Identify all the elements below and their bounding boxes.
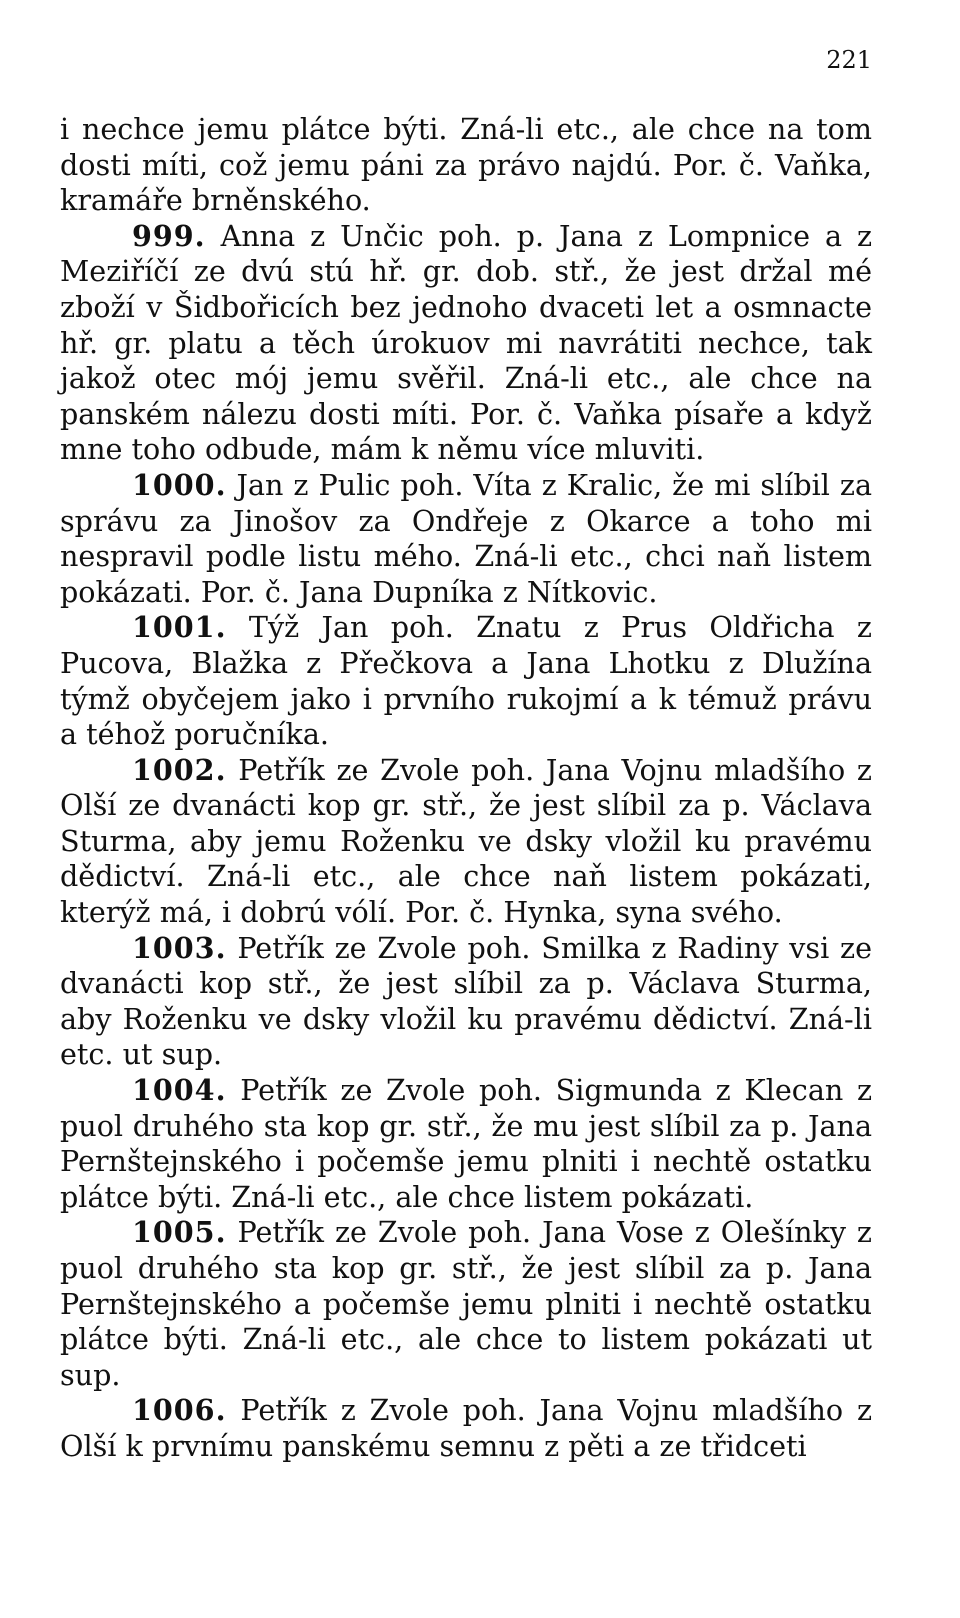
book-page	[60, 40, 872, 1600]
entry-number: 1002.	[132, 752, 227, 787]
entry-number: 1000.	[132, 467, 227, 502]
entry-text: Petřík ze Zvole poh. Jana Vose z Olešínky z puol druhého sta kop gr. stř., že jest slíbil za p. Jana Pernštejnského a počemše jemu plniti i nechtě ostatku plátce býti. Zná-li etc., ale chce to listem pokázati ut sup.	[60, 1215, 872, 1392]
entry-text: Týž Jan poh. Znatu z Prus Oldřicha z Pucova, Blažka z Přečkova a Jana Lhotku z Dlužína týmž obyčejem jako i prvního rukojmí a k témuž právu a téhož poručníka.	[60, 610, 872, 752]
entry-number: 999.	[132, 218, 206, 253]
entry-text: Petřík z Zvole poh. Jana Vojnu mladšího z Olší k prvnímu panskému semnu z pěti a ze třidceti	[60, 1393, 873, 1463]
paragraph-continuation	[60, 112, 872, 219]
entry-1001	[60, 610, 872, 752]
entry-text: Jan z Pulic poh. Víta z Kralic, že mi slíbil za správu za Jinošov za Ondřeje z Okarce a toho mi nespravil podle listu mého. Zná-li etc., chci naň listem pokázati. Por. č. Jana Dupníka z Nítkovic.	[60, 467, 872, 609]
entry-1002	[60, 753, 872, 931]
entry-number: 1003.	[132, 930, 227, 965]
entry-text: Petřík ze Zvole poh. Smilka z Radiny vsi ze dvanácti kop stř., že jest slíbil za p. Václava Sturma, aby Roženku ve dsky vložil ku pravému dědictví. Zná-li etc. ut sup.	[60, 930, 872, 1072]
entry-number: 1005.	[132, 1215, 227, 1250]
entry-number: 1006.	[132, 1393, 227, 1428]
entry-text: Petřík ze Zvole poh. Sigmunda z Klecan z puol druhého sta kop gr. stř., že mu jest slíbil za p. Jana Pernštejnského i počemše jemu plniti i nechtě ostatku plátce býti. Zná-li etc., ale chce listem pokázati.	[60, 1073, 873, 1214]
entry-1005	[60, 1215, 872, 1393]
entry-text: Petřík ze Zvole poh. Jana Vojnu mladšího z Olší ze dvanácti kop gr. stř., že jest slíbil za p. Václava Sturma, aby jemu Roženku ve dsky vložil ku pravému dědictví. Zná-li etc., ale chce naň listem pokázati, kterýž má, i dobrú vólí. Por. č. Hynka, syna svého.	[60, 752, 872, 930]
entry-1006	[60, 1393, 872, 1464]
entry-999	[60, 219, 872, 468]
paragraph-text: i nechce jemu plátce býti. Zná-li etc., ale chce na tom dosti míti, což jemu páni za právo najdú. Por. č. Vaňka, kramáře brněnského.	[60, 112, 872, 218]
entry-1004	[60, 1073, 872, 1215]
entry-1003	[60, 931, 872, 1073]
entry-1000	[60, 468, 872, 610]
entry-text: Anna z Unčic poh. p. Jana z Lompnice a z Meziříčí ze dvú stú hř. gr. dob. stř., že jest držal mé zboží v Šidbořicích bez jednoho dvaceti let a osmnacte hř. gr. platu a těch úrokuov mi navrátiti nechce, tak jakož otec mój jemu svěřil. Zná-li etc., ale chce na panském nálezu dosti míti. Por. č. Vaňka písaře a když mne toho odbude, mám k němu více mluviti.	[60, 218, 873, 467]
entry-number: 1001.	[132, 610, 227, 645]
body-text	[60, 112, 872, 1465]
page-number: 221	[826, 46, 872, 74]
entry-number: 1004.	[132, 1073, 227, 1108]
